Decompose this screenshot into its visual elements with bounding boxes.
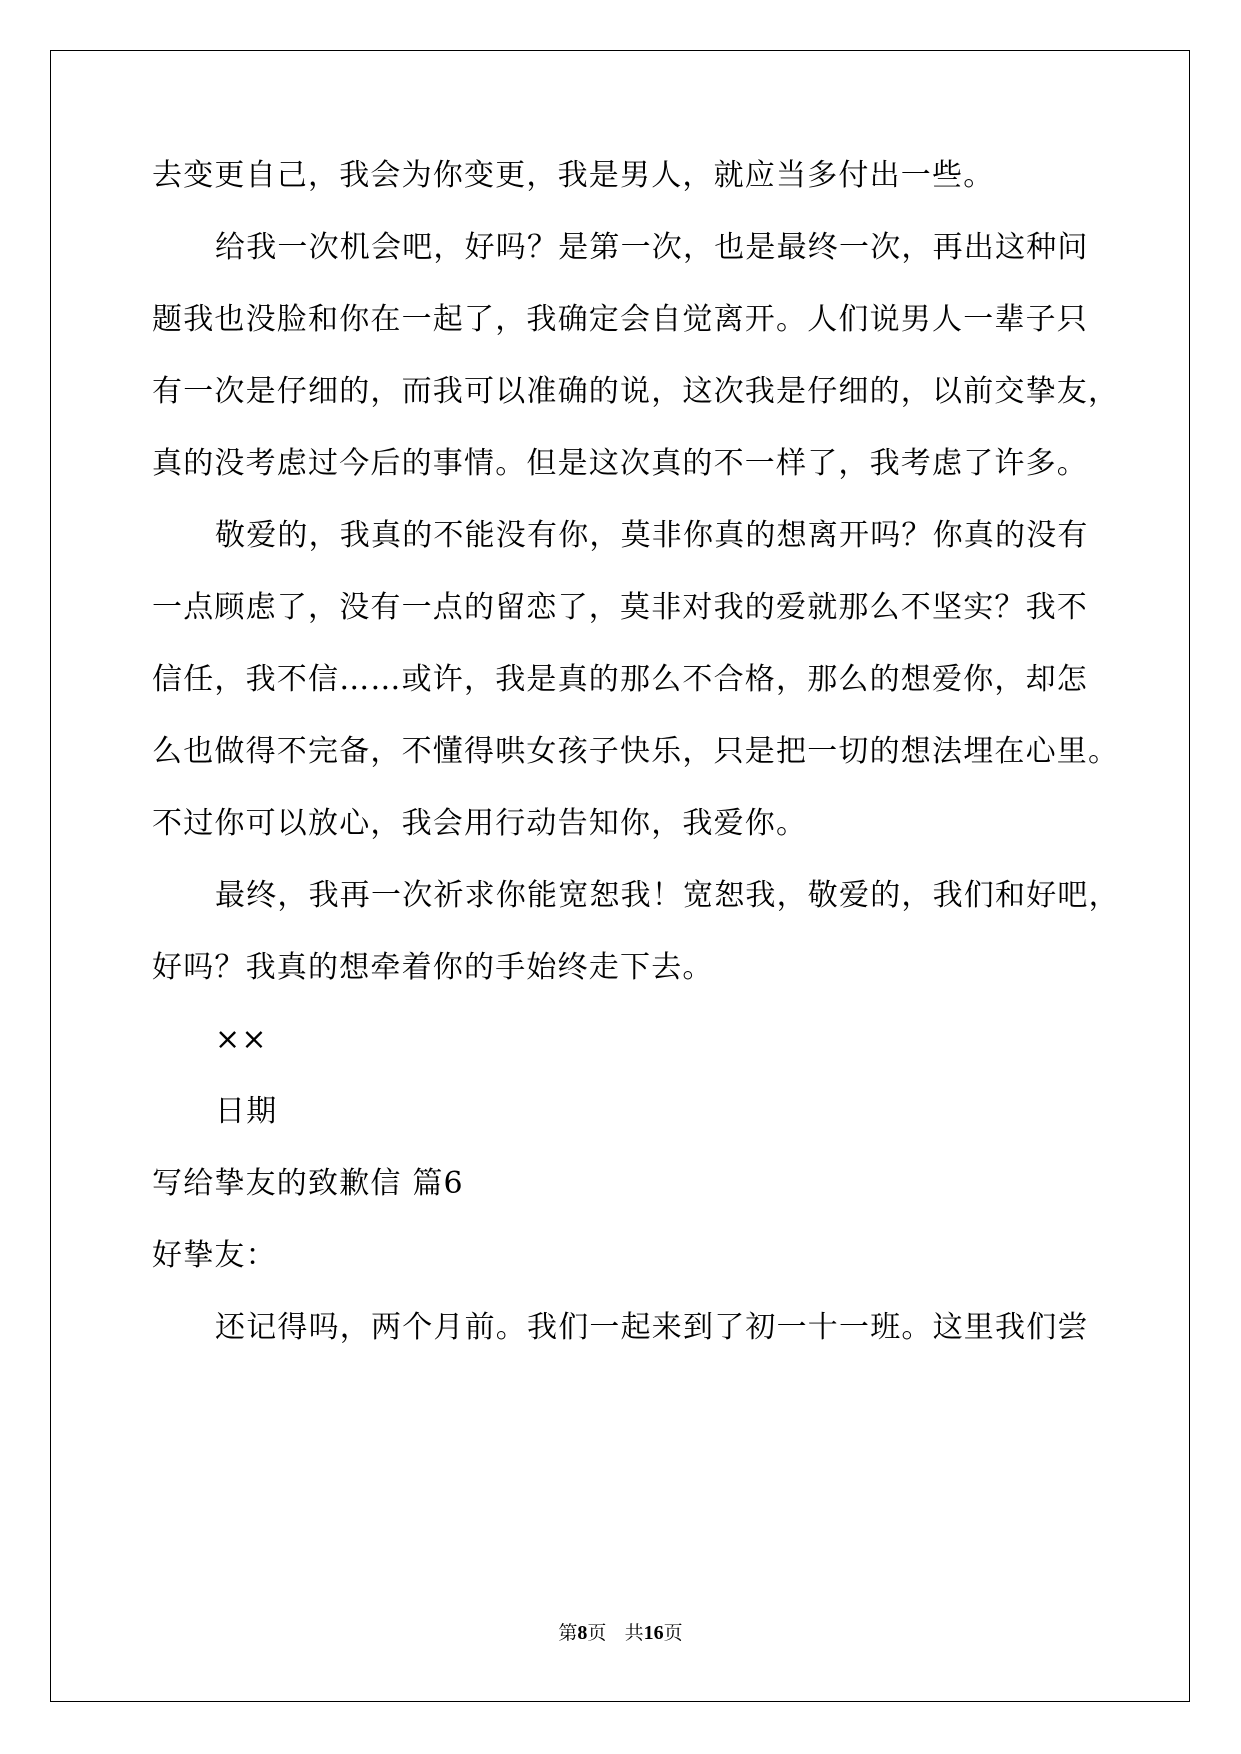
text-line: 还记得吗，两个月前。我们一起来到了初一十一班。这里我们尝 <box>215 1310 1089 1345</box>
page-footer <box>0 1618 1241 1645</box>
text-line: 信任，我不信……或许，我是真的那么不合格，那么的想爱你，却怎 <box>152 662 1088 697</box>
page-number: 8 <box>577 1622 588 1644</box>
text-line: 给我一次机会吧，好吗？是第一次，也是最终一次，再出这种问 <box>215 230 1089 265</box>
text-line: 有一次是仔细的，而我可以准确的说，这次我是仔细的，以前交挚友， <box>152 374 1120 409</box>
text-line: 一点顾虑了，没有一点的留恋了，莫非对我的爱就那么不坚实？我不 <box>152 590 1088 625</box>
text-line: 么也做得不完备，不懂得哄女孩子快乐，只是把一切的想法埋在心里。 <box>152 734 1120 769</box>
total-suffix: 页 <box>663 1622 683 1644</box>
section-heading: 写给挚友的致歉信 篇6 <box>152 1166 464 1201</box>
total-prefix: 共 <box>624 1622 644 1644</box>
text-line: 去变更自己，我会为你变更，我是男人，就应当多付出一些。 <box>152 158 995 193</box>
total-pages: 16 <box>643 1622 664 1644</box>
date-label: 日期 <box>215 1094 278 1129</box>
page-prefix: 第 <box>558 1622 578 1644</box>
salutation: 好挚友： <box>152 1238 277 1273</box>
text-line: 敬爱的，我真的不能没有你，莫非你真的想离开吗？你真的没有 <box>215 518 1089 553</box>
text-line: 不过你可以放心，我会用行动告知你，我爱你。 <box>152 806 808 841</box>
text-line: 题我也没脸和你在一起了，我确定会自觉离开。人们说男人一辈子只 <box>152 302 1088 337</box>
text-line: 最终，我再一次祈求你能宽恕我！宽恕我，敬爱的，我们和好吧， <box>215 878 1120 913</box>
text-line: 好吗？我真的想牵着你的手始终走下去。 <box>152 950 714 985</box>
signature: ×× <box>215 1022 268 1057</box>
text-line: 真的没考虑过今后的事情。但是这次真的不一样了，我考虑了许多。 <box>152 446 1088 481</box>
page-suffix: 页 <box>587 1622 607 1644</box>
